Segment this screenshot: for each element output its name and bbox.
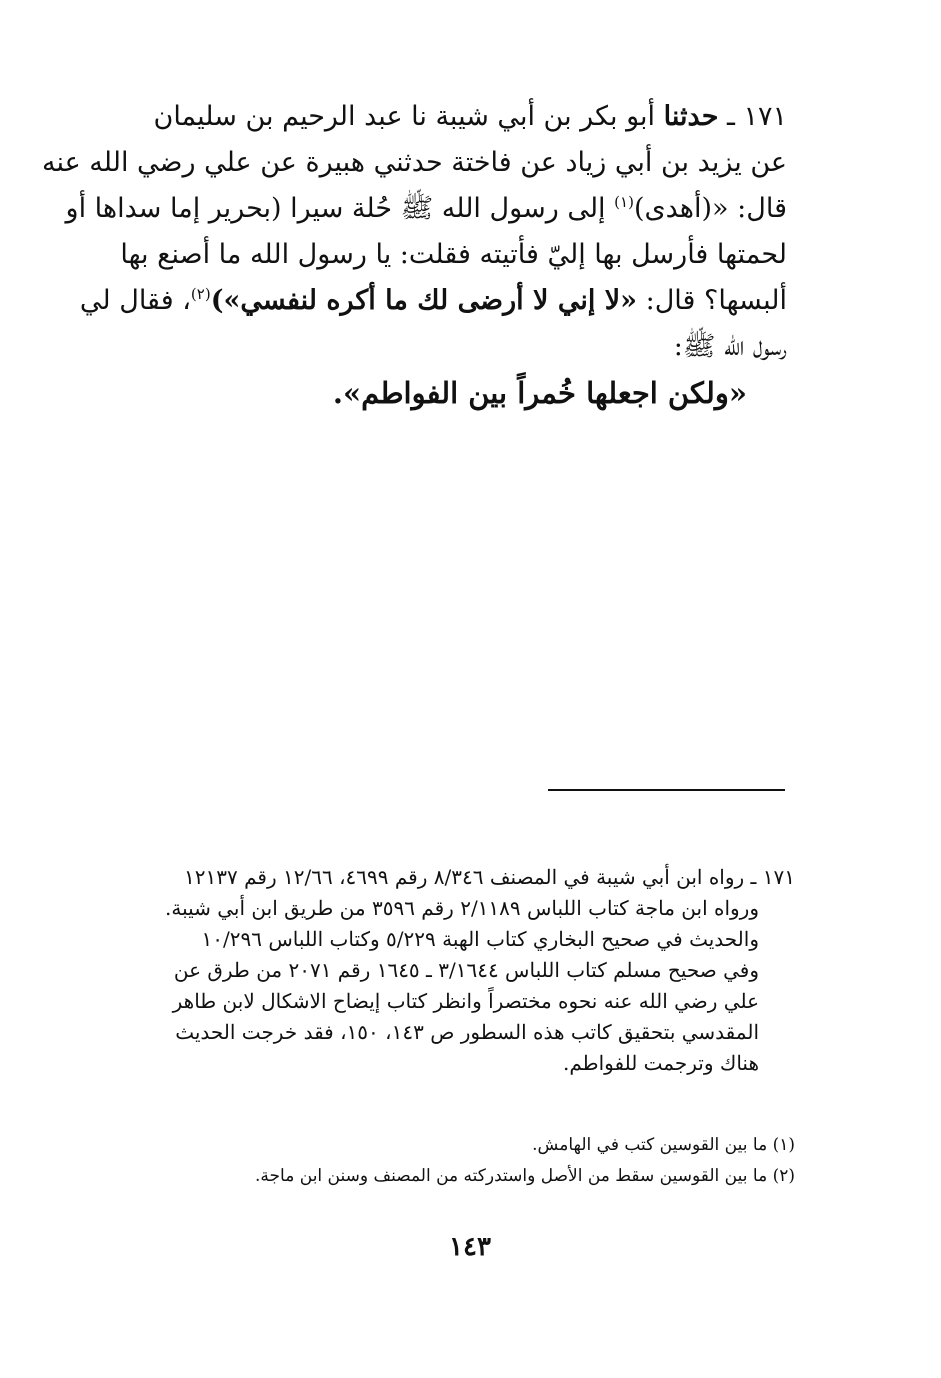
hadith-line-1 — [105, 94, 787, 140]
hadith-chain-text: أبو بكر بن أبي شيبة نا عبد الرحيم بن سليمان — [153, 101, 664, 132]
footnote-line-5: علي رضي الله عنه نحوه مختصراً وانظر كتاب إيضاح الاشكال لابن طاهر — [172, 989, 759, 1013]
hadith-opening-word: حدثنا — [663, 101, 719, 132]
footnote-line-3: والحديث في صحيح البخاري كتاب الهبة ٥/٢٢٩ وكتاب اللباس ١٠/٢٩٦ — [201, 927, 759, 951]
footnote-block — [120, 862, 795, 1079]
footnote-line-7: هناك وترجمت للفواطم. — [562, 1051, 759, 1075]
hadith-text — [41, 94, 787, 416]
hadith-line-3-part-b: إلى رسول الله ﷺ حُلة سيرا (بحرير إما سداها أو — [65, 193, 615, 224]
footnote-line-4: وفي صحيح مسلم كتاب اللباس ٣/١٦٤٤ ـ ١٦٤٥ رقم ٢٠٧١ من طرق عن — [173, 958, 759, 982]
hadith-line-3 — [65, 186, 787, 232]
footnote-ref-1: (١) — [614, 193, 634, 211]
subnote-1: (١) ما بين القوسين كتب في الهامش. — [532, 1135, 795, 1155]
footnote-line-6: المقدسي بتحقيق كاتب هذه السطور ص ١٤٣، ١٥٠، فقد خرجت الحديث — [175, 1020, 759, 1044]
subnote-2: (٢) ما بين القوسين سقط من الأصل واستدركته من المصنف وسنن ابن ماجة. — [255, 1166, 795, 1186]
footnote-separator — [548, 789, 785, 791]
hadith-final-line: «ولكن اجعلها خُمراً بين الفواطم». — [332, 376, 747, 410]
hadith-number: ١٧١ ـ — [718, 101, 787, 132]
footnote-line-2: ورواه ابن ماجة كتاب اللباس ٢/١١٨٩ رقم ٣٥٩٦ من طريق ابن أبي شيبة. — [165, 896, 759, 920]
hadith-line-3-part-a: قال: «(أهدى) — [633, 193, 787, 224]
subnote-block — [150, 1130, 795, 1192]
hadith-line-5-part-a: ألبسها؟ قال: — [637, 285, 787, 316]
footnote-line-1: ١٧١ ـ رواه ابن أبي شيبة في المصنف ٨/٣٤٦ رقم ٤٦٩٩، ١٢/٦٦ رقم ١٢١٣٧ — [184, 865, 795, 889]
hadith-line-6: رسول الله ﷺ: — [673, 331, 787, 362]
hadith-quote-bold: «لا إني لا أرضى لك ما أكره لنفسي») — [210, 285, 638, 316]
hadith-line-5 — [79, 278, 787, 324]
footnote-ref-2: (٢) — [190, 285, 211, 303]
hadith-line-4: لحمتها فأرسل بها إليّ فأتيته فقلت: يا رسول الله ما أصنع بها — [120, 239, 787, 270]
hadith-line-5-part-b: ، فقال لي — [79, 285, 191, 316]
page-number: ١٤٣ — [449, 1232, 491, 1262]
hadith-line-2: عن يزيد بن أبي زياد عن فاختة حدثني هبيرة عن علي رضي الله عنه — [41, 147, 787, 178]
